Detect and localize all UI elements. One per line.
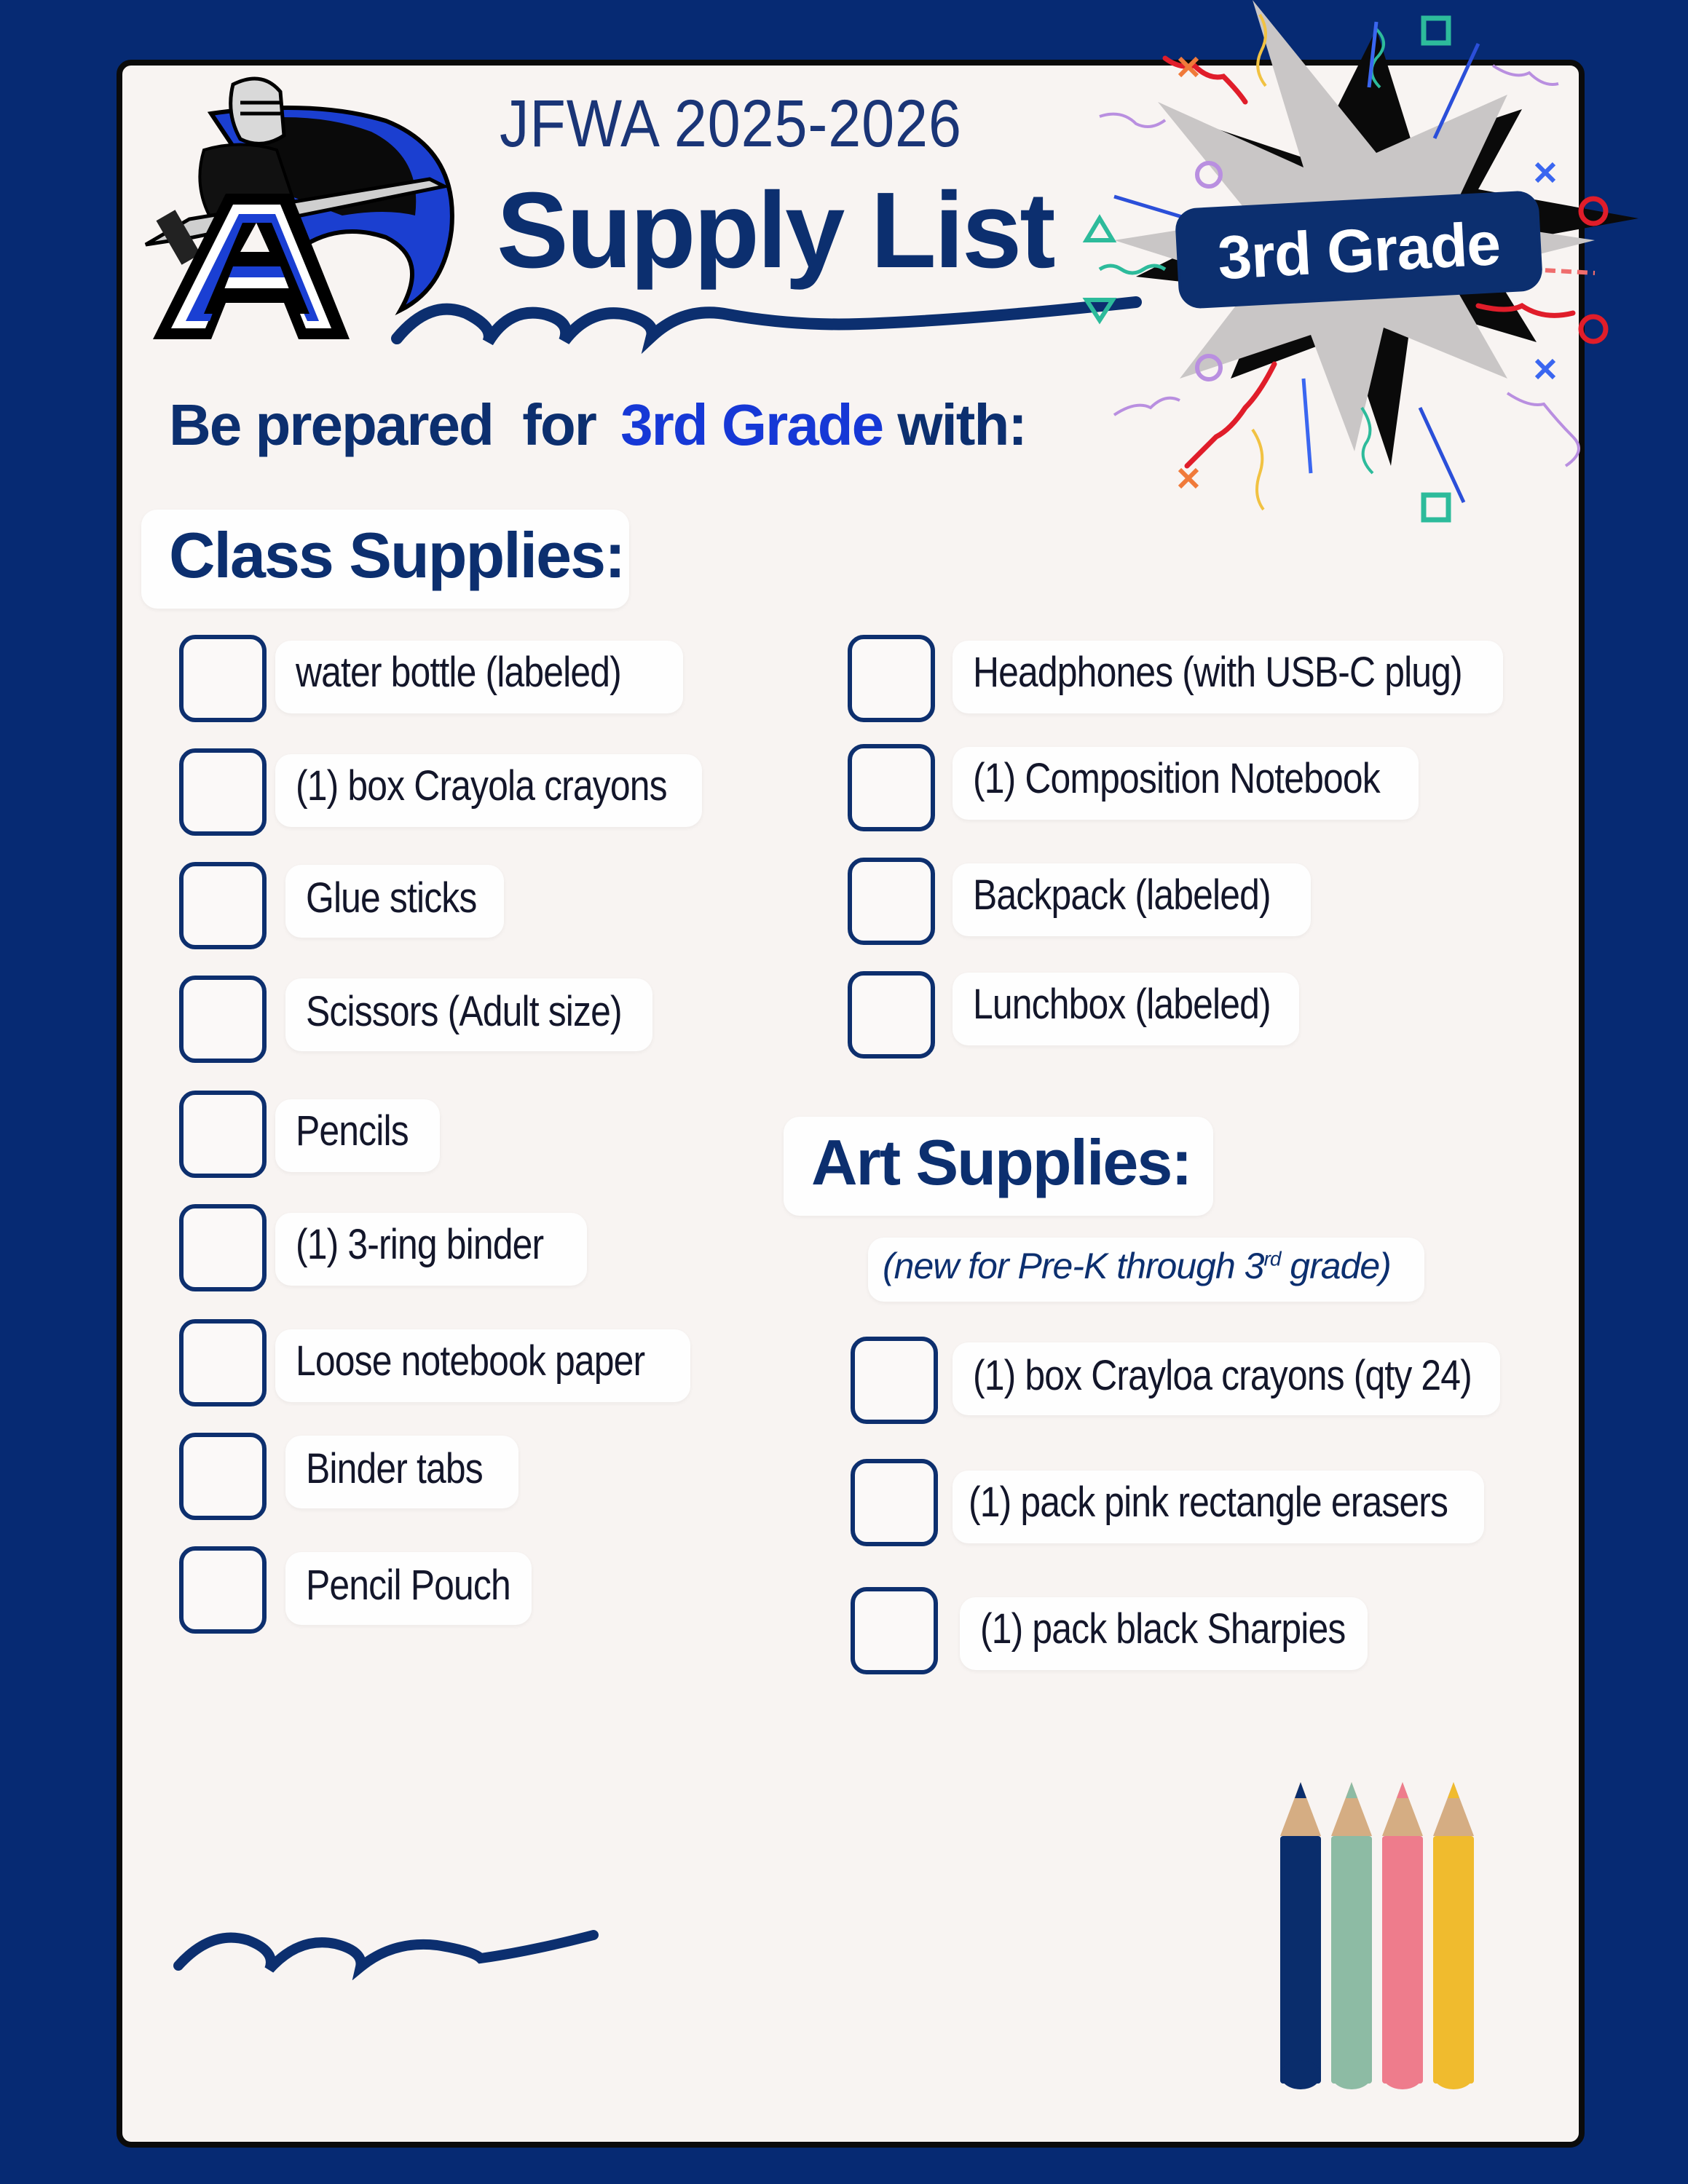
item-backpack: Backpack (labeled): [973, 871, 1271, 919]
item-black-sharpies: (1) pack black Sharpies: [980, 1605, 1346, 1653]
checkbox-pink-erasers[interactable]: [851, 1459, 938, 1546]
item-crayloa-crayons-24: (1) box Crayloa crayons (qty 24): [973, 1352, 1472, 1399]
checkbox-binder-tabs[interactable]: [179, 1433, 267, 1520]
checkbox-loose-notebook-paper[interactable]: [179, 1319, 267, 1406]
checkbox-backpack[interactable]: [848, 858, 935, 945]
intro-suffix: with:: [897, 392, 1026, 457]
colored-pencils-icon: [1267, 1769, 1486, 2097]
intro-grade: 3rd Grade: [620, 392, 883, 457]
checkbox-crayola-crayons[interactable]: [179, 748, 267, 836]
checkbox-water-bottle[interactable]: [179, 635, 267, 722]
intro-prefix: Be prepared for: [169, 392, 596, 457]
checkbox-black-sharpies[interactable]: [851, 1587, 938, 1674]
item-glue-sticks: Glue sticks: [306, 874, 477, 922]
grade-badge: [1178, 193, 1540, 306]
item-pink-erasers: (1) pack pink rectangle erasers: [969, 1479, 1448, 1526]
item-binder-tabs: Binder tabs: [306, 1445, 483, 1492]
item-scissors: Scissors (Adult size): [306, 988, 622, 1035]
item-water-bottle: water bottle (labeled): [296, 649, 621, 696]
item-lunchbox: Lunchbox (labeled): [973, 981, 1271, 1028]
checkbox-scissors[interactable]: [179, 976, 267, 1063]
art-supplies-note: [883, 1245, 1391, 1287]
checkbox-pencil-pouch[interactable]: [179, 1546, 267, 1634]
art-note-suffix: grade): [1280, 1246, 1391, 1286]
school-year-line: JFWA 2025-2026: [500, 87, 962, 161]
art-supplies-heading: Art Supplies:: [811, 1126, 1191, 1198]
item-3-ring-binder: (1) 3-ring binder: [296, 1221, 544, 1268]
item-pencils: Pencils: [296, 1107, 409, 1155]
item-crayola-crayons: (1) box Crayola crayons: [296, 762, 667, 810]
bottom-squiggle-icon: [167, 1900, 604, 1980]
checkbox-3-ring-binder[interactable]: [179, 1204, 267, 1291]
art-note-sup: rd: [1263, 1247, 1281, 1270]
squiggle-divider-icon: [386, 269, 1151, 357]
checkbox-composition-notebook[interactable]: [848, 744, 935, 831]
grade-badge-label: 3rd Grade: [1215, 208, 1502, 293]
item-pencil-pouch: Pencil Pouch: [306, 1562, 510, 1609]
checkbox-headphones[interactable]: [848, 635, 935, 722]
art-note-prefix: (new for Pre-K through 3: [883, 1246, 1264, 1286]
intro-line: [169, 392, 1026, 459]
item-composition-notebook: (1) Composition Notebook: [973, 755, 1380, 802]
checkbox-crayloa-crayons-24[interactable]: [851, 1337, 938, 1424]
checkbox-lunchbox[interactable]: [848, 971, 935, 1059]
checkbox-pencils[interactable]: [179, 1091, 267, 1178]
class-supplies-heading: Class Supplies:: [169, 519, 625, 591]
page-title: Supply List: [497, 170, 1054, 290]
item-loose-notebook-paper: Loose notebook paper: [296, 1337, 645, 1385]
checkbox-glue-sticks[interactable]: [179, 862, 267, 949]
item-headphones: Headphones (with USB-C plug): [973, 649, 1462, 696]
